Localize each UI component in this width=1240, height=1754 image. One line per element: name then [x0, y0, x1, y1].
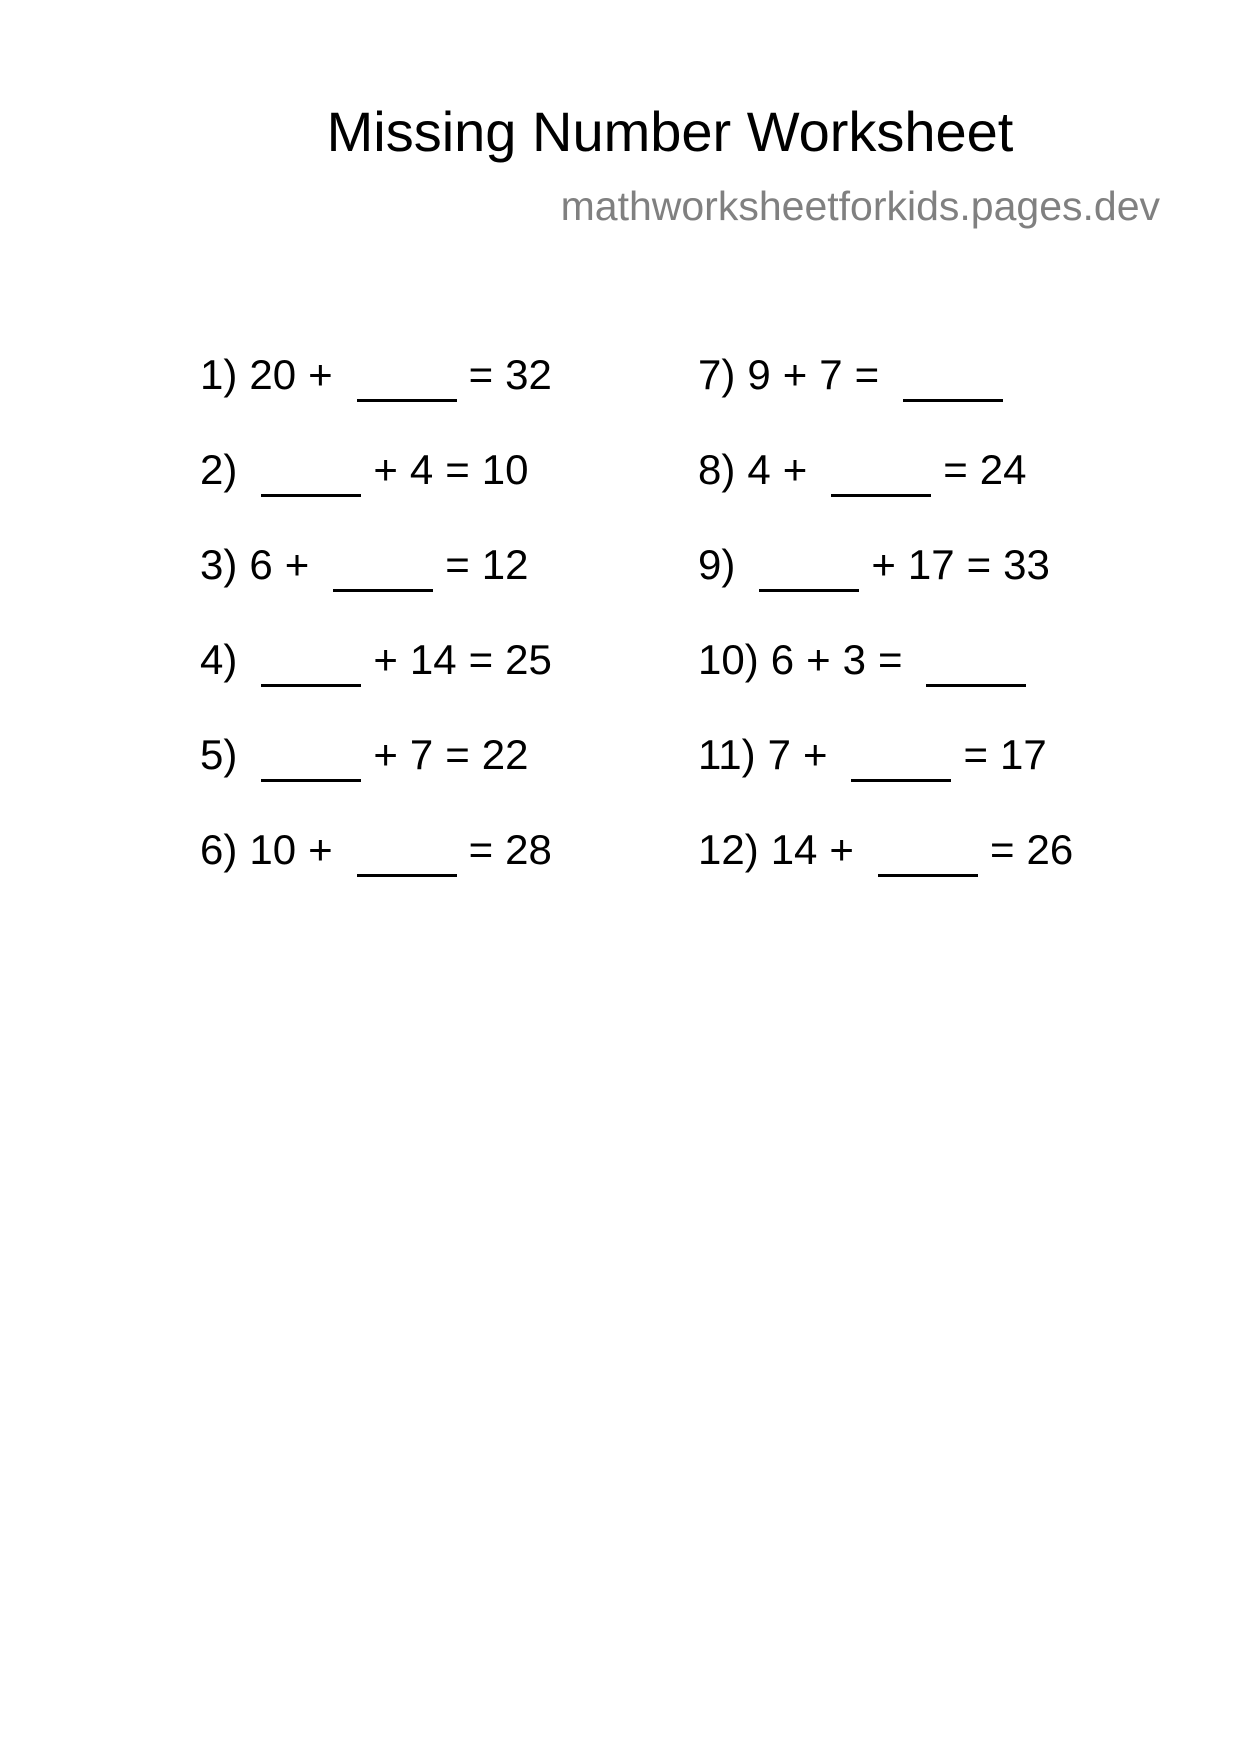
operand: 7 [819, 351, 843, 398]
equals-sign: = [468, 636, 494, 683]
operand: 10 [481, 446, 529, 493]
operand: 12 [481, 541, 529, 588]
operand: 24 [979, 446, 1027, 493]
problem-number: 3) [200, 541, 238, 588]
problem-6 [200, 825, 552, 920]
problem-number: 5) [200, 731, 238, 778]
answer-blank[interactable] [926, 640, 1026, 687]
equals-sign: = [445, 731, 470, 778]
problem-3 [200, 540, 552, 635]
equals-sign: = [877, 636, 903, 683]
problem-number: 10) [698, 636, 759, 683]
operand: 14 [770, 826, 818, 873]
operand: 22 [481, 731, 529, 778]
operand: 32 [505, 351, 552, 398]
plus-sign: + [802, 731, 828, 778]
operand: 28 [505, 826, 552, 873]
answer-blank[interactable] [261, 735, 361, 782]
problem-number: 1) [200, 351, 238, 398]
plus-sign: + [782, 446, 808, 493]
plus-sign: + [373, 636, 398, 683]
problem-7 [698, 350, 1073, 445]
plus-sign: + [871, 541, 896, 588]
plus-sign: + [308, 826, 333, 873]
plus-sign: + [308, 351, 333, 398]
problem-number: 7) [698, 351, 736, 398]
problem-number: 4) [200, 636, 238, 683]
operand: 9 [747, 351, 771, 398]
problem-12 [698, 825, 1073, 920]
problem-5 [200, 730, 552, 825]
equals-sign: = [963, 731, 989, 778]
answer-blank[interactable] [333, 545, 433, 592]
plus-sign: + [829, 826, 854, 873]
answer-blank[interactable] [261, 640, 361, 687]
operand: 17 [1000, 731, 1047, 778]
problem-11 [698, 730, 1073, 825]
source-url: mathworksheetforkids.pages.dev [560, 183, 1160, 229]
worksheet-title: Missing Number Worksheet [326, 100, 1014, 163]
problem-10 [698, 635, 1073, 730]
operand: 26 [1026, 826, 1074, 873]
answer-blank[interactable] [878, 830, 978, 877]
plus-sign: + [373, 446, 398, 493]
problem-number: 2) [200, 446, 238, 493]
operand: 7 [409, 731, 434, 778]
operand: 33 [1003, 541, 1050, 588]
problem-number: 9) [698, 541, 736, 588]
problem-4 [200, 635, 552, 730]
operand: 10 [249, 826, 297, 873]
operand: 4 [747, 446, 771, 493]
operand: 6 [770, 636, 795, 683]
answer-blank[interactable] [357, 830, 457, 877]
answer-blank[interactable] [851, 735, 951, 782]
plus-sign: + [782, 351, 808, 398]
operand: 17 [907, 541, 955, 588]
operand: 4 [409, 446, 434, 493]
problems-column-right [698, 350, 1073, 920]
plus-sign: + [284, 541, 310, 588]
problem-9 [698, 540, 1073, 635]
equals-sign: = [468, 826, 494, 873]
answer-blank[interactable] [759, 545, 859, 592]
answer-blank[interactable] [831, 450, 931, 497]
plus-sign: + [373, 731, 398, 778]
problem-8 [698, 445, 1073, 540]
problem-number: 12) [698, 826, 759, 873]
equals-sign: = [445, 446, 470, 493]
problem-number: 6) [200, 826, 238, 873]
problem-number: 11) [698, 731, 756, 778]
answer-blank[interactable] [903, 355, 1003, 402]
equals-sign: = [989, 826, 1015, 873]
equals-sign: = [445, 541, 470, 588]
operand: 7 [767, 731, 791, 778]
operand: 6 [249, 541, 273, 588]
operand: 3 [842, 636, 866, 683]
problem-number: 8) [698, 446, 736, 493]
operand: 25 [505, 636, 552, 683]
equals-sign: = [854, 351, 880, 398]
operand: 14 [409, 636, 457, 683]
answer-blank[interactable] [357, 355, 457, 402]
operand: 20 [249, 351, 297, 398]
equals-sign: = [943, 446, 968, 493]
problem-2 [200, 445, 552, 540]
problems-column-left [200, 350, 552, 920]
answer-blank[interactable] [261, 450, 361, 497]
plus-sign: + [806, 636, 831, 683]
equals-sign: = [468, 351, 494, 398]
equals-sign: = [966, 541, 992, 588]
problem-1 [200, 350, 552, 445]
